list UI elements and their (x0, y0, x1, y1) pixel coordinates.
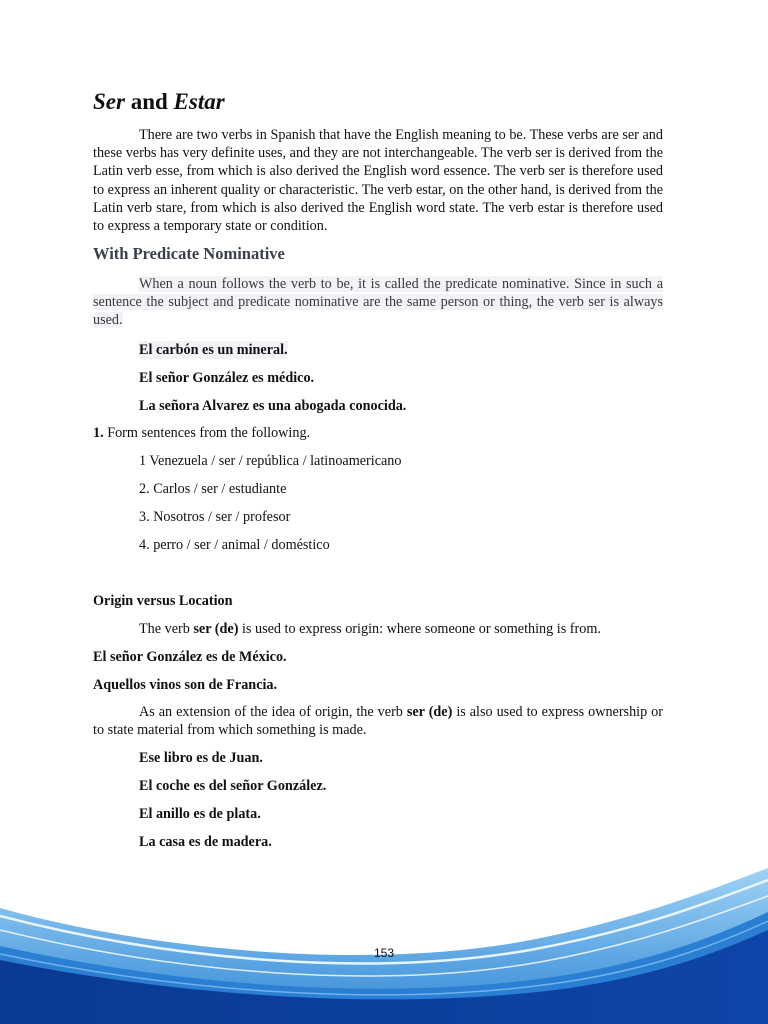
example-sentence: La señora Alvarez es una abogada conocida. (139, 398, 407, 414)
example-sentence: La casa es de madera. (139, 834, 272, 850)
example-sentence: Ese libro es de Juan. (139, 750, 263, 766)
intro-paragraph (93, 126, 663, 235)
page-title (93, 86, 225, 118)
decorative-wave-footer (0, 850, 768, 1024)
exercise-item: 1 Venezuela / ser / república / latinoamericano (139, 453, 402, 469)
example-sentence: El señor González es de México. (93, 649, 287, 665)
predicate-nominative-paragraph (93, 275, 663, 330)
exercise-instruction-text: Form sentences from the following. (103, 425, 311, 441)
origin-explanation (139, 620, 601, 638)
exercise-item: 3. Nosotros / ser / profesor (139, 509, 291, 525)
exercise-instruction (93, 424, 310, 442)
section-heading-origin-location: Origin versus Location (93, 593, 233, 609)
ownership-verb: ser (de) (406, 704, 453, 720)
example-sentence: El anillo es de plata. (139, 806, 261, 822)
example-sentence: Aquellos vinos son de Francia. (93, 677, 278, 693)
ownership-text-post: is also used to express ownership or to state material from which something is made. (93, 704, 663, 739)
origin-verb: ser (de) (193, 621, 239, 637)
example-sentence: El carbón es un mineral. (139, 342, 288, 358)
exercise-item: 4. perro / ser / animal / doméstico (139, 537, 330, 553)
origin-text-post: is used to express origin: where someone or something is from. (238, 621, 601, 637)
predicate-nominative-text: When a noun follows the verb to be, it is called the predicate nominative. Since in such a sentence the subject and predicate nominative are the same person or thing, the verb ser is always used. (93, 276, 663, 329)
ownership-text-pre: As an extension of the idea of origin, the verb (139, 704, 407, 720)
exercise-item: 2. Carlos / ser / estudiante (139, 481, 287, 497)
example-sentence: El señor González es médico. (139, 370, 315, 386)
exercise-number: 1. (93, 425, 104, 441)
section-heading-predicate-nominative: With Predicate Nominative (93, 244, 285, 263)
example-sentence: El coche es del señor González. (139, 778, 327, 794)
title-and: and (124, 89, 174, 114)
origin-text-pre: The verb (139, 621, 194, 637)
ownership-paragraph (93, 703, 663, 739)
title-ser: Ser (93, 89, 125, 114)
intro-text: There are two verbs in Spanish that have the English meaning to be. These verbs are ser and these verbs has very definite uses, and they are not interchangeable. The verb ser is derived from the Latin verb esse, from which is also derived the English word essence. The verb ser is therefore used to express an inherent quality or characteristic. The verb estar, on the other hand, is derived from the Latin verb stare, from which is also derived the English word state. The verb estar is therefore used to express a temporary state or condition. (93, 127, 663, 235)
title-estar: Estar (173, 89, 225, 114)
page-number: 153 (373, 946, 395, 960)
